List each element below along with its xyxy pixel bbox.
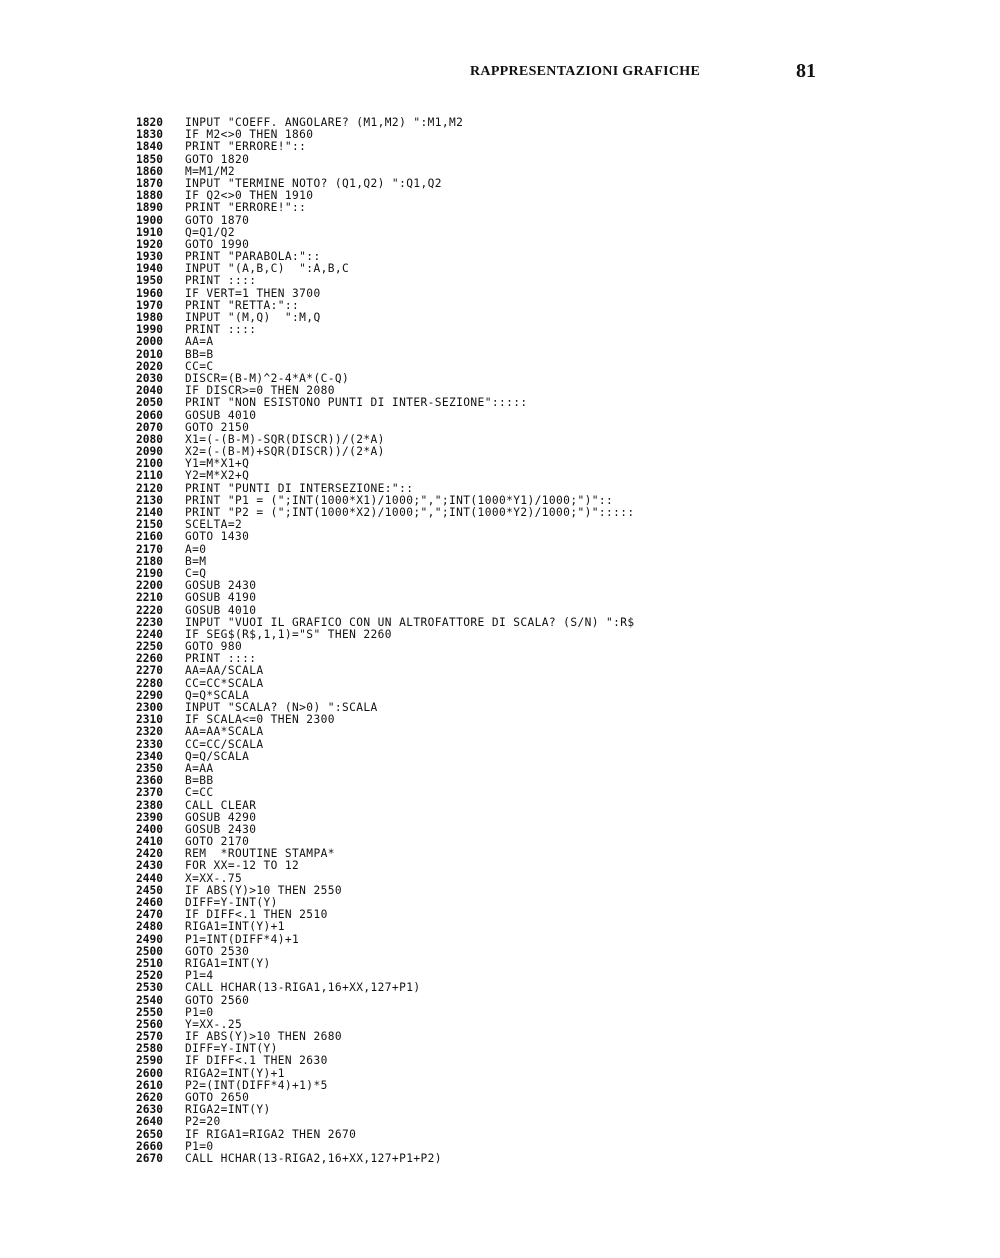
line-number: 2230 xyxy=(136,615,163,629)
code-statement: GOTO 1870 xyxy=(185,213,250,227)
code-statement: Q=Q1/Q2 xyxy=(185,225,235,239)
line-number: 2190 xyxy=(136,566,163,580)
line-number: 2070 xyxy=(136,420,163,434)
code-line xyxy=(136,787,635,799)
code-statement: P2=20 xyxy=(185,1115,221,1129)
line-number: 1860 xyxy=(136,164,163,178)
code-line xyxy=(136,1068,635,1080)
line-number: 2500 xyxy=(136,944,163,958)
code-line xyxy=(136,800,635,812)
line-number: 2610 xyxy=(136,1078,163,1092)
code-statement: PRINT :::: xyxy=(185,274,257,288)
code-statement: PRINT "NON ESISTONO PUNTI DI INTER-SEZIONE"::::: xyxy=(185,396,528,410)
line-number: 1880 xyxy=(136,189,163,203)
code-statement: GOSUB 4010 xyxy=(185,603,257,617)
code-line xyxy=(136,397,635,409)
code-statement: B=BB xyxy=(185,774,214,788)
code-line xyxy=(136,982,635,994)
line-number: 2380 xyxy=(136,798,163,812)
line-number: 2490 xyxy=(136,932,163,946)
code-statement: SCELTA=2 xyxy=(185,518,243,532)
code-line xyxy=(136,995,635,1007)
code-line xyxy=(136,288,635,300)
line-number: 2320 xyxy=(136,725,163,739)
line-number: 2480 xyxy=(136,920,163,934)
line-number: 2030 xyxy=(136,371,163,385)
code-line xyxy=(136,1055,635,1067)
line-number: 2600 xyxy=(136,1066,163,1080)
line-number: 1840 xyxy=(136,140,163,154)
code-statement: AA=AA*SCALA xyxy=(185,725,264,739)
code-statement: RIGA1=INT(Y) xyxy=(185,956,271,970)
code-statement: CALL HCHAR(13-RIGA2,16+XX,127+P1+P2) xyxy=(185,1151,442,1165)
line-number: 2050 xyxy=(136,396,163,410)
line-number: 2660 xyxy=(136,1139,163,1153)
line-number: 2560 xyxy=(136,1017,163,1031)
code-line xyxy=(136,410,635,422)
line-number: 2630 xyxy=(136,1103,163,1117)
line-number: 2450 xyxy=(136,883,163,897)
code-line xyxy=(136,592,635,604)
line-number: 2400 xyxy=(136,822,163,836)
code-line xyxy=(136,1129,635,1141)
code-statement: RIGA2=INT(Y) xyxy=(185,1103,271,1117)
line-number: 2650 xyxy=(136,1127,163,1141)
line-number: 1950 xyxy=(136,274,163,288)
line-number: 2160 xyxy=(136,530,163,544)
code-statement: INPUT "SCALA? (N>0) ":SCALA xyxy=(185,701,378,714)
code-statement: PRINT :::: xyxy=(185,323,257,337)
code-statement: A=AA xyxy=(185,761,214,775)
line-number: 2040 xyxy=(136,384,163,398)
code-statement: P1=0 xyxy=(185,1139,214,1153)
code-statement: C=CC xyxy=(185,786,214,800)
line-number: 2300 xyxy=(136,701,163,714)
line-number: 2110 xyxy=(136,469,163,483)
code-line xyxy=(136,556,635,568)
code-statement: IF Q2<>0 THEN 1910 xyxy=(185,189,314,203)
line-number: 2280 xyxy=(136,676,163,690)
code-line xyxy=(136,873,635,885)
line-number: 2140 xyxy=(136,506,163,519)
code-statement: RIGA2=INT(Y)+1 xyxy=(185,1066,285,1080)
code-line xyxy=(136,544,635,556)
code-line xyxy=(136,349,635,361)
line-number: 2530 xyxy=(136,981,163,995)
code-line xyxy=(136,154,635,166)
line-number: 2390 xyxy=(136,810,163,824)
code-statement: GOTO 2560 xyxy=(185,993,250,1007)
line-number: 2620 xyxy=(136,1091,163,1104)
line-number: 2430 xyxy=(136,859,163,873)
line-number: 1940 xyxy=(136,262,163,276)
line-number: 2240 xyxy=(136,627,163,641)
code-line xyxy=(136,531,635,543)
line-number: 1960 xyxy=(136,286,163,300)
code-statement: IF DISCR>=0 THEN 2080 xyxy=(185,384,335,398)
code-statement: PRINT "P1 = (";INT(1000*X1)/1000;",";INT(1000*Y1)/1000;")":: xyxy=(185,493,614,507)
code-statement: CC=CC*SCALA xyxy=(185,676,264,690)
code-statement: GOSUB 2430 xyxy=(185,579,257,593)
line-number: 1890 xyxy=(136,201,163,215)
line-number: 1820 xyxy=(136,116,163,129)
line-number: 2200 xyxy=(136,579,163,593)
code-statement: GOSUB 4290 xyxy=(185,810,257,824)
page-number: 81 xyxy=(796,60,816,82)
line-number: 2640 xyxy=(136,1115,163,1129)
code-statement: GOTO 980 xyxy=(185,640,243,654)
line-number: 2410 xyxy=(136,835,163,849)
code-line xyxy=(136,665,635,677)
code-line xyxy=(136,215,635,227)
line-number: 2330 xyxy=(136,737,163,751)
code-statement: PRINT "PARABOLA:":: xyxy=(185,250,321,264)
line-number: 1970 xyxy=(136,298,163,312)
line-number: 2350 xyxy=(136,761,163,775)
line-number: 2080 xyxy=(136,432,163,446)
line-number: 2150 xyxy=(136,518,163,532)
code-line xyxy=(136,470,635,482)
code-statement: FOR XX=-12 TO 12 xyxy=(185,859,300,873)
code-statement: IF DIFF<.1 THEN 2630 xyxy=(185,1054,328,1068)
line-number: 2370 xyxy=(136,786,163,800)
code-statement: PRINT :::: xyxy=(185,652,257,666)
code-statement: P2=(INT(DIFF*4)+1)*5 xyxy=(185,1078,328,1092)
line-number: 2310 xyxy=(136,713,163,727)
code-statement: GOTO 1990 xyxy=(185,237,250,251)
code-statement: REM *ROUTINE STAMPA* xyxy=(185,847,335,861)
code-statement: GOTO 2170 xyxy=(185,835,250,849)
code-statement: GOSUB 2430 xyxy=(185,822,257,836)
line-number: 2210 xyxy=(136,591,163,605)
code-statement: GOTO 2530 xyxy=(185,944,250,958)
code-statement: IF ABS(Y)>10 THEN 2550 xyxy=(185,883,342,897)
line-number: 2470 xyxy=(136,908,163,922)
code-line xyxy=(136,336,635,348)
code-line xyxy=(136,202,635,214)
code-line xyxy=(136,1116,635,1128)
code-statement: DIFF=Y-INT(Y) xyxy=(185,896,278,909)
code-statement: GOTO 1430 xyxy=(185,530,250,544)
code-statement: P1=0 xyxy=(185,1005,214,1019)
code-line xyxy=(136,275,635,287)
code-statement: DIFF=Y-INT(Y) xyxy=(185,1042,278,1056)
code-statement: GOSUB 4010 xyxy=(185,408,257,422)
code-statement: X2=(-(B-M)+SQR(DISCR))/(2*A) xyxy=(185,445,385,459)
code-statement: Y1=M*X1+Q xyxy=(185,457,250,471)
code-statement: CALL CLEAR xyxy=(185,798,257,812)
code-line xyxy=(136,605,635,617)
line-number: 2010 xyxy=(136,347,163,361)
code-statement: PRINT "PUNTI DI INTERSEZIONE:":: xyxy=(185,481,414,495)
code-statement: GOSUB 4190 xyxy=(185,591,257,605)
code-statement: GOTO 2650 xyxy=(185,1091,250,1104)
basic-program-listing xyxy=(136,117,635,1165)
code-statement: IF SEG$(R$,1,1)="S" THEN 2260 xyxy=(185,627,392,641)
line-number: 2060 xyxy=(136,408,163,422)
code-statement: B=M xyxy=(185,554,207,568)
code-statement: Y=XX-.25 xyxy=(185,1017,243,1031)
line-number: 2460 xyxy=(136,896,163,909)
line-number: 2540 xyxy=(136,993,163,1007)
code-line xyxy=(136,141,635,153)
code-statement: GOTO 1820 xyxy=(185,152,250,166)
line-number: 1900 xyxy=(136,213,163,227)
code-statement: PRINT "P2 = (";INT(1000*X2)/1000;",";INT(1000*Y2)/1000;")"::::: xyxy=(185,506,635,519)
code-statement: X=XX-.75 xyxy=(185,871,243,885)
line-number: 1990 xyxy=(136,323,163,337)
running-head: RAPPRESENTAZIONI GRAFICHE xyxy=(470,64,701,79)
line-number: 1920 xyxy=(136,237,163,251)
code-statement: A=0 xyxy=(185,542,207,556)
line-number: 2590 xyxy=(136,1054,163,1068)
code-statement: GOTO 2150 xyxy=(185,420,250,434)
line-number: 2120 xyxy=(136,481,163,495)
code-statement: BB=B xyxy=(185,347,214,361)
code-line xyxy=(136,726,635,738)
code-line xyxy=(136,860,635,872)
code-statement: INPUT "TERMINE NOTO? (Q1,Q2) ":Q1,Q2 xyxy=(185,176,442,190)
line-number: 2420 xyxy=(136,847,163,861)
line-number: 2290 xyxy=(136,688,163,702)
code-statement: INPUT "(M,Q) ":M,Q xyxy=(185,311,321,324)
code-statement: AA=AA/SCALA xyxy=(185,664,264,678)
line-number: 2020 xyxy=(136,359,163,373)
code-line xyxy=(136,483,635,495)
code-statement: AA=A xyxy=(185,335,214,349)
code-statement: PRINT "ERRORE!":: xyxy=(185,140,307,154)
line-number: 2170 xyxy=(136,542,163,556)
code-line xyxy=(136,1153,635,1165)
code-statement: P1=4 xyxy=(185,969,214,983)
code-statement: CALL HCHAR(13-RIGA1,16+XX,127+P1) xyxy=(185,981,421,995)
code-statement: CC=CC/SCALA xyxy=(185,737,264,751)
line-number: 1910 xyxy=(136,225,163,239)
line-number: 2340 xyxy=(136,749,163,763)
line-number: 2090 xyxy=(136,445,163,459)
code-statement: IF RIGA1=RIGA2 THEN 2670 xyxy=(185,1127,357,1141)
line-number: 1850 xyxy=(136,152,163,166)
code-line xyxy=(136,678,635,690)
code-line xyxy=(136,934,635,946)
code-statement: X1=(-(B-M)-SQR(DISCR))/(2*A) xyxy=(185,432,385,446)
line-number: 2510 xyxy=(136,956,163,970)
code-statement: IF VERT=1 THEN 3700 xyxy=(185,286,321,300)
code-statement: INPUT "COEFF. ANGOLARE? (M1,M2) ":M1,M2 xyxy=(185,116,464,129)
line-number: 2180 xyxy=(136,554,163,568)
code-statement: INPUT "(A,B,C) ":A,B,C xyxy=(185,262,350,276)
code-statement: PRINT "RETTA:":: xyxy=(185,298,300,312)
code-statement: CC=C xyxy=(185,359,214,373)
line-number: 2520 xyxy=(136,969,163,983)
line-number: 1930 xyxy=(136,250,163,264)
line-number: 2570 xyxy=(136,1030,163,1044)
line-number: 2250 xyxy=(136,640,163,654)
line-number: 1830 xyxy=(136,128,163,142)
code-statement: IF SCALA<=0 THEN 2300 xyxy=(185,713,335,727)
code-statement: RIGA1=INT(Y)+1 xyxy=(185,920,285,934)
line-number: 2220 xyxy=(136,603,163,617)
code-statement: DISCR=(B-M)^2-4*A*(C-Q) xyxy=(185,371,350,385)
code-statement: M=M1/M2 xyxy=(185,164,235,178)
code-line xyxy=(136,739,635,751)
line-number: 2100 xyxy=(136,457,163,471)
line-number: 2550 xyxy=(136,1005,163,1019)
code-statement: P1=INT(DIFF*4)+1 xyxy=(185,932,300,946)
line-number: 2260 xyxy=(136,652,163,666)
code-statement: IF M2<>0 THEN 1860 xyxy=(185,128,314,142)
code-statement: Q=Q*SCALA xyxy=(185,688,250,702)
line-number: 2670 xyxy=(136,1151,163,1165)
code-statement: INPUT "VUOI IL GRAFICO CON UN ALTROFATTORE DI SCALA? (S/N) ":R$ xyxy=(185,615,635,629)
code-statement: IF ABS(Y)>10 THEN 2680 xyxy=(185,1030,342,1044)
code-line xyxy=(136,921,635,933)
line-number: 2360 xyxy=(136,774,163,788)
code-statement: C=Q xyxy=(185,566,207,580)
line-number: 2580 xyxy=(136,1042,163,1056)
code-statement: PRINT "ERRORE!":: xyxy=(185,201,307,215)
line-number: 1870 xyxy=(136,176,163,190)
line-number: 1980 xyxy=(136,311,163,324)
line-number: 2440 xyxy=(136,871,163,885)
code-statement: Y2=M*X2+Q xyxy=(185,469,250,483)
code-statement: Q=Q/SCALA xyxy=(185,749,250,763)
line-number: 2000 xyxy=(136,335,163,349)
line-number: 2270 xyxy=(136,664,163,678)
line-number: 2130 xyxy=(136,493,163,507)
code-statement: IF DIFF<.1 THEN 2510 xyxy=(185,908,328,922)
